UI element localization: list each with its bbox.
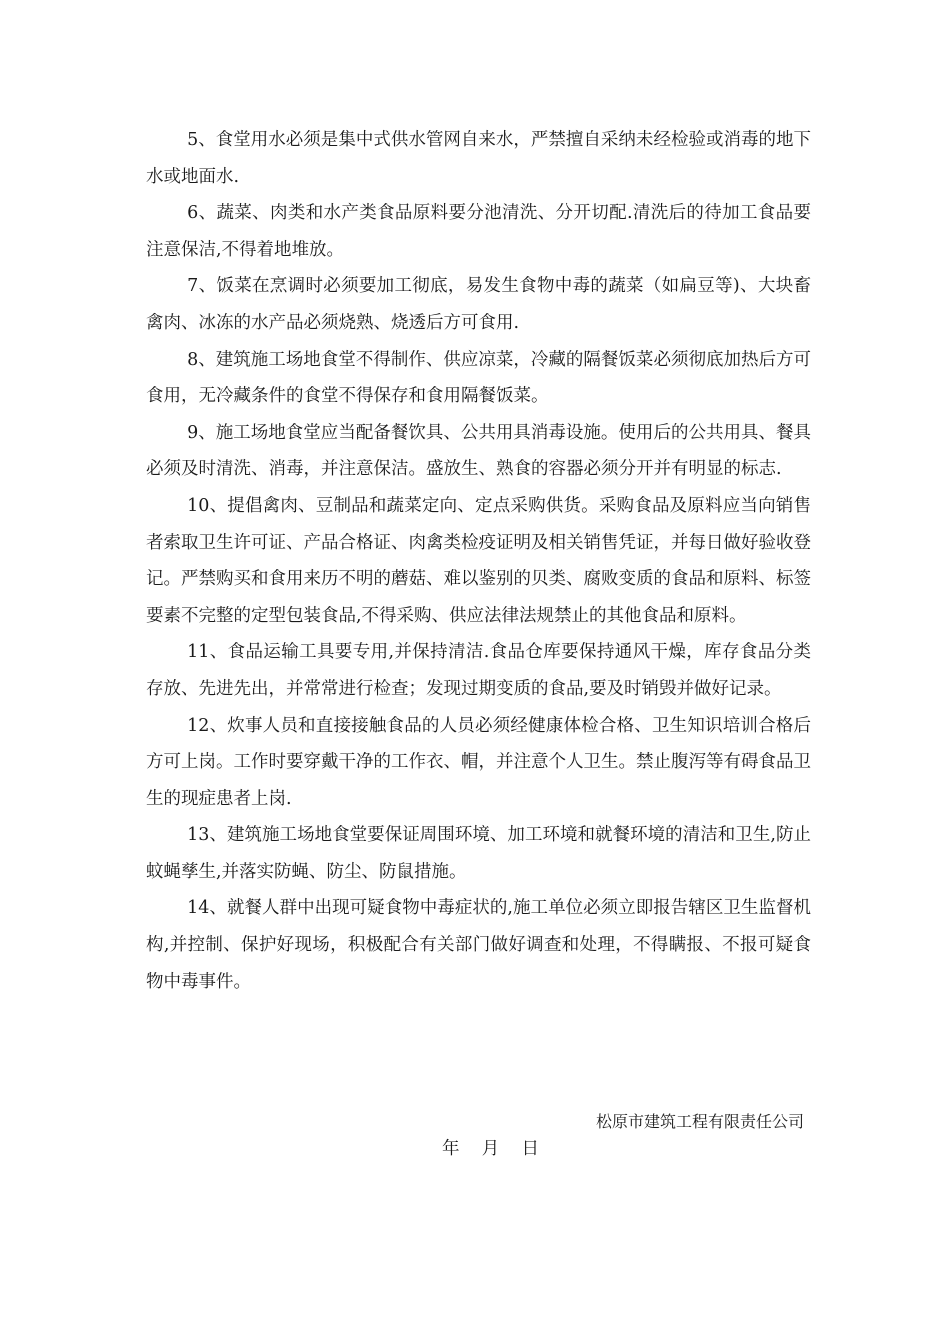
- paragraph-item-14: 14、就餐人群中出现可疑食物中毒症状的,施工单位必须立即报告辖区卫生监督机构,并控制、保护好现场，积极配合有关部门做好调查和处理，不得瞒报、不报可疑食物中毒事件。: [146, 898, 811, 992]
- company-signature: 松原市建筑工程有限责任公司: [595, 1112, 804, 1131]
- date-line: 年 月 日: [442, 1139, 540, 1159]
- paragraph-item-8: 8、建筑施工场地食堂不得制作、供应凉菜，冷藏的隔餐饭菜必须彻底加热后方可食用，无冷藏条件的食堂不得保存和食用隔餐饭菜。: [146, 349, 811, 407]
- paragraph-item-11: 11、食品运输工具要专用,并保持清洁.食品仓库要保持通风干燥，库存食品分类存放、先进先出，并常常进行检查；发现过期变质的食品,要及时销毁并做好记录。: [146, 642, 811, 699]
- paragraph-item-6: 6、蔬菜、肉类和水产类食品原料要分池清洗、分开切配.清洗后的待加工食品要注意保洁,不得着地堆放。: [146, 203, 811, 260]
- paragraph-item-5: 5、食堂用水必须是集中式供水管网自来水，严禁擅自采纳未经检验或消毒的地下水或地面水.: [146, 130, 811, 187]
- paragraph-item-12: 12、炊事人员和直接接触食品的人员必须经健康体检合格、卫生知识培训合格后方可上岗。工作时要穿戴干净的工作衣、帽，并注意个人卫生。禁止腹泻等有碍食品卫生的现症患者上岗.: [146, 715, 811, 809]
- paragraph-item-7: 7、饭菜在烹调时必须要加工彻底，易发生食物中毒的蔬菜（如扁豆等)、大块畜禽肉、冰冻的水产品必须烧熟、烧透后方可食用.: [146, 276, 811, 333]
- paragraph-item-9: 9、施工场地食堂应当配备餐饮具、公共用具消毒设施。使用后的公共用具、餐具必须及时清洗、消毒，并注意保洁。盛放生、熟食的容器必须分开并有明显的标志.: [146, 422, 811, 480]
- paragraph-item-13: 13、建筑施工场地食堂要保证周围环境、加工环境和就餐环境的清洁和卫生,防止蚊蝇孳生,并落实防蝇、防尘、防鼠措施。: [146, 825, 811, 882]
- paragraph-item-10: 10、提倡禽肉、豆制品和蔬菜定向、定点采购供货。采购食品及原料应当向销售者索取卫生许可证、产品合格证、肉禽类检疫证明及相关销售凭证，并每日做好验收登记。严禁购买和食用来历不明的蘑菇、难以鉴别的贝类、腐败变质的食品和原料、标签要素不完整的定型包装食品,不得采购、供应法律法规禁止的其他食品和原料。: [146, 495, 811, 626]
- document-body: [146, 122, 811, 1000]
